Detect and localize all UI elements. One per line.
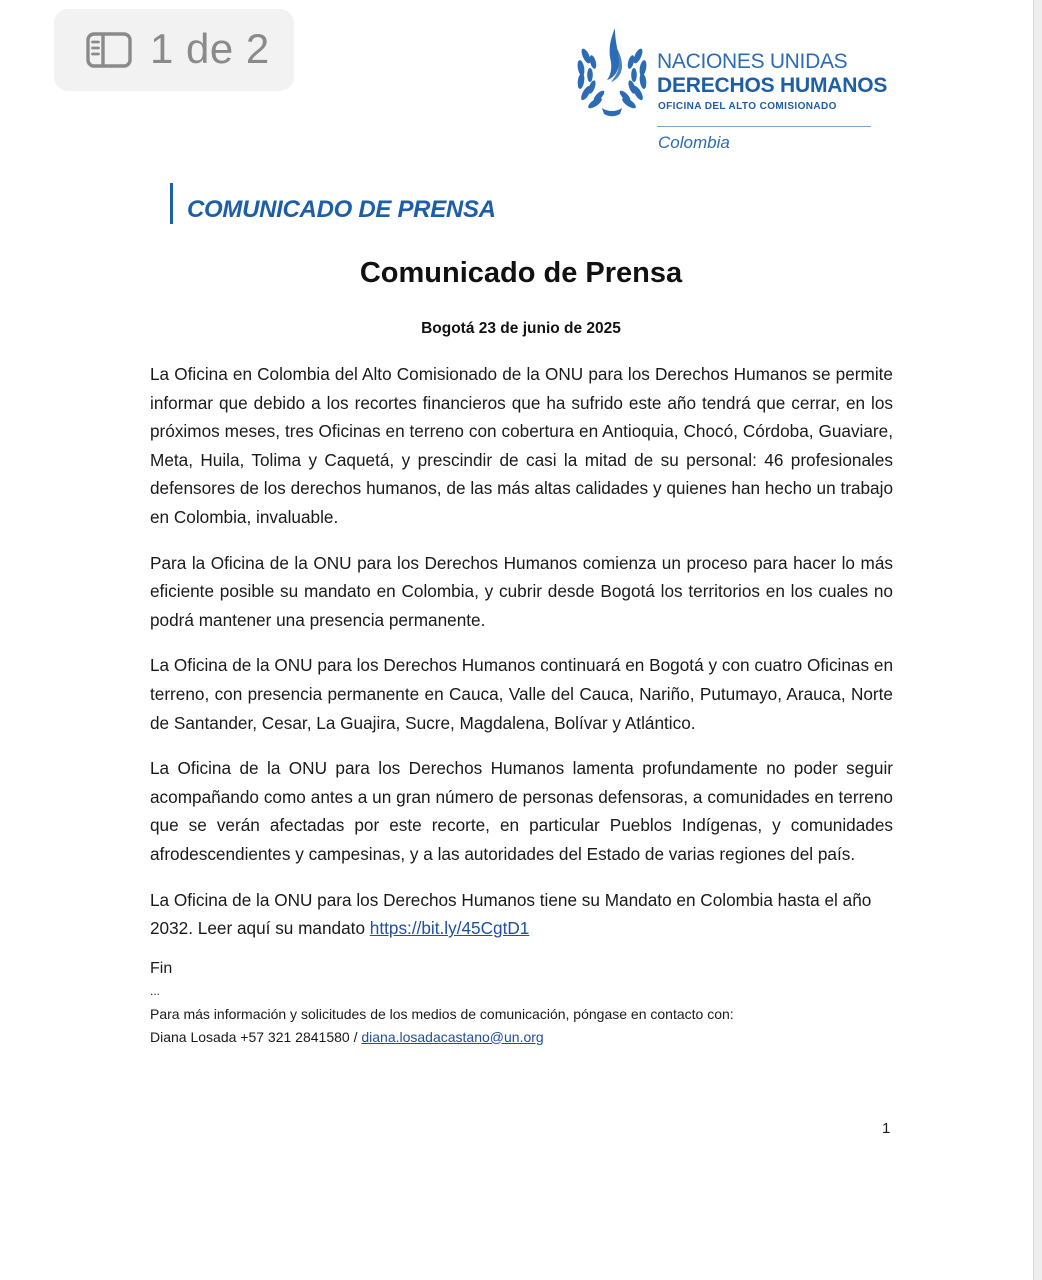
contact-block xyxy=(150,1003,893,1049)
document-title: Comunicado de Prensa xyxy=(359,257,683,289)
paragraph-2: Para la Oficina de la ONU para los Derechos Humanos comienza un proceso para hacer lo más eficiente posible su mandato en Colombia, y cubrir desde Bogotá los territorios en los cuales no podrá mantener una presencia permanente. xyxy=(150,552,893,630)
paragraph-3: La Oficina de la ONU para los Derechos Humanos continuará en Bogotá y con cuatro Oficinas en terreno, con presencia permanente en Cauca, Valle del Cauca, Nariño, Putumayo, Arauca, Norte de Santander, Cesar, La Guajira, Sucre, Magdalena, Bolívar y Atlántico. xyxy=(150,655,893,733)
ellipsis-text: ... xyxy=(150,983,161,998)
press-release-label: COMUNICADO DE PRENSA xyxy=(187,196,496,223)
mandate-text: La Oficina de la ONU para los Derechos Humanos tiene su Mandato en Colombia hasta el año 2032. Leer aquí su mandato xyxy=(150,889,872,939)
un-human-rights-logo xyxy=(574,26,888,156)
page-indicator-text: 1 de 2 xyxy=(150,25,270,72)
mandate-link[interactable]: https://bit.ly/45CgtD1 xyxy=(369,918,530,939)
page-number: 1 xyxy=(882,1120,891,1137)
un-flame-emblem-icon xyxy=(574,26,650,118)
contact-email-link[interactable]: diana.losadacastano@un.org xyxy=(361,1028,544,1045)
logo-line-oficina: OFICINA DEL ALTO COMISIONADO xyxy=(658,101,837,112)
logo-line-naciones-unidas: NACIONES UNIDAS xyxy=(657,50,848,73)
paragraph-4: La Oficina de la ONU para los Derechos Humanos lamenta profundamente no poder seguir acompañando como antes a un gran número de personas defensoras, a comunidades en terreno que se verán afectadas por este recorte, en particular Pueblos Indígenas, y comunidades afrodescendientes y campesinas, y a las autoridades del Estado de varias regiones del país. xyxy=(150,758,893,864)
page-edge xyxy=(1033,0,1042,1280)
logo-line-derechos-humanos: DERECHOS HUMANOS xyxy=(657,74,888,97)
paragraph-1: La Oficina en Colombia del Alto Comisionado de la ONU para los Derechos Humanos se permite informar que debido a los recortes financieros que ha sufrido este año tendrá que cerrar, en los próximos meses, tres Oficinas en terreno con cobertura en Antioquia, Chocó, Córdoba, Guaviare, Meta, Huila, Tolima y Caquetá, y prescindir de casi la mitad de su personal: 46 profesionales defensores de los derechos humanos, de las más altas calidades y quienes han hecho un trabajo en Colombia, invaluable. xyxy=(150,364,893,527)
logo-country: Colombia xyxy=(658,133,730,152)
fin-text: Fin xyxy=(150,959,173,977)
contact-intro: Para más información y solicitudes de los medios de comunicación, póngase en contacto con: xyxy=(150,1005,734,1022)
page-indicator[interactable] xyxy=(54,9,294,91)
paragraph-mandate xyxy=(150,886,893,943)
logo-divider xyxy=(657,126,871,127)
contact-line xyxy=(150,1026,893,1049)
document-date: Bogotá 23 de junio de 2025 xyxy=(421,320,621,337)
header-accent-bar xyxy=(170,183,173,224)
sidebar-panel-icon xyxy=(86,32,132,68)
document-body xyxy=(150,360,893,1049)
contact-name: Diana Losada +57 321 2841580 / xyxy=(150,1028,362,1045)
